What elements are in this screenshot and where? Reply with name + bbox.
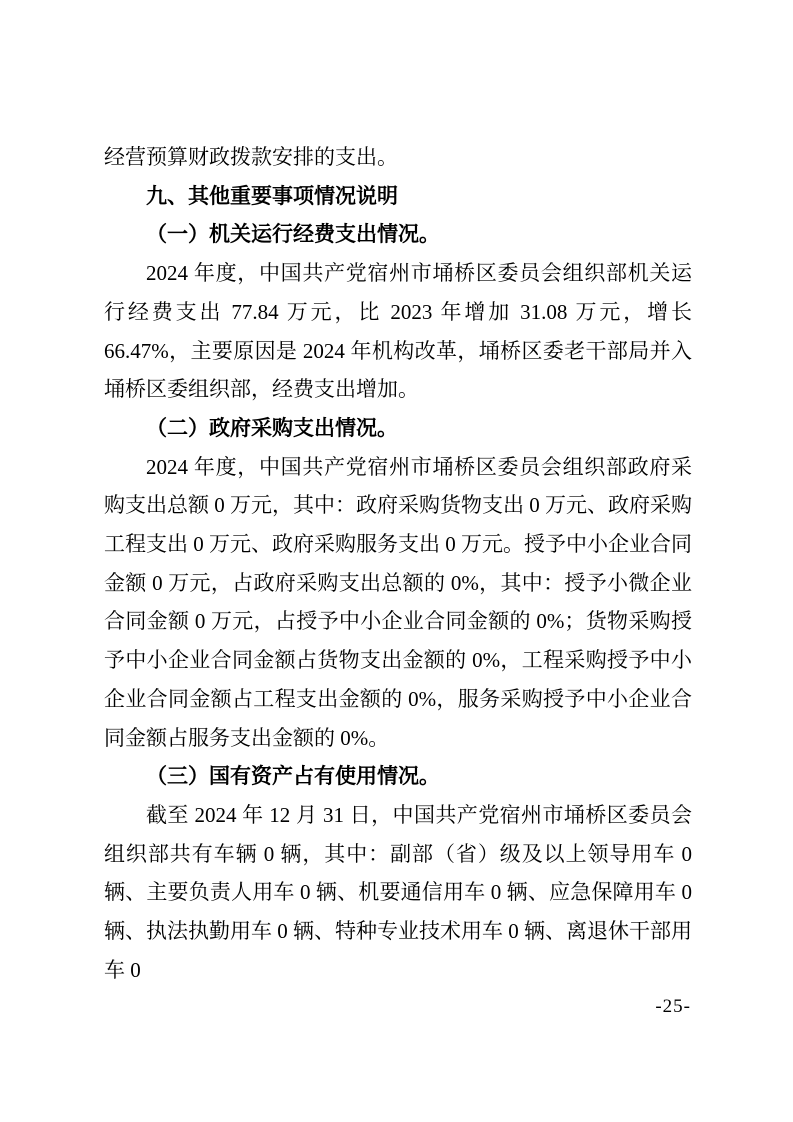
paragraph-continuation: 经营预算财政拨款安排的支出。: [104, 145, 398, 169]
section-9-heading: 九、其他重要事项情况说明: [146, 183, 398, 208]
subsection-2-heading: （二）政府采购支出情况。: [146, 415, 398, 440]
subsection-2-paragraph: 2024 年度，中国共产党宿州市埇桥区委员会组织部政府采购支出总额 0 万元，其中：政府采购货物支出 0 万元、政府采购工程支出 0 万元、政府采购服务支出 0 万元。授予中小企业合同金额 0 万元，占政府采购支出总额的 0%，其中：授予小微企业合同金额 0 万元，占授予中小企业合同金额的 0%；货物采购授予中小企业合同金额占货物支出金额的 0%，工程采购授予中小企业合同金额占工程支出金额的 0%，服务采购授予中小企业合同金额占服务支出金额的 0%。: [104, 454, 692, 750]
page-number: -25-: [655, 996, 691, 1017]
subsection-3-paragraph: 截至 2024 年 12 月 31 日，中国共产党宿州市埇桥区委员会组织部共有车辆 0 辆，其中：副部（省）级及以上领导用车 0 辆、主要负责人用车 0 辆、机要通信用车 0 辆、应急保障用车 0 辆、执法执勤用车 0 辆、特种专业技术用车 0 辆、离退休干部用车 0: [104, 802, 692, 982]
subsection-1-paragraph: 2024 年度，中国共产党宿州市埇桥区委员会组织部机关运行经费支出 77.84 万元，比 2023 年增加 31.08 万元，增长 66.47%，主要原因是 2024 年机构改革，埇桥区委老干部局并入埇桥区委组织部，经费支出增加。: [104, 261, 692, 402]
subsection-3-heading: （三）国有资产占有使用情况。: [146, 764, 440, 789]
document-body: [104, 138, 692, 989]
subsection-1-heading: （一）机关运行经费支出情况。: [146, 222, 440, 247]
